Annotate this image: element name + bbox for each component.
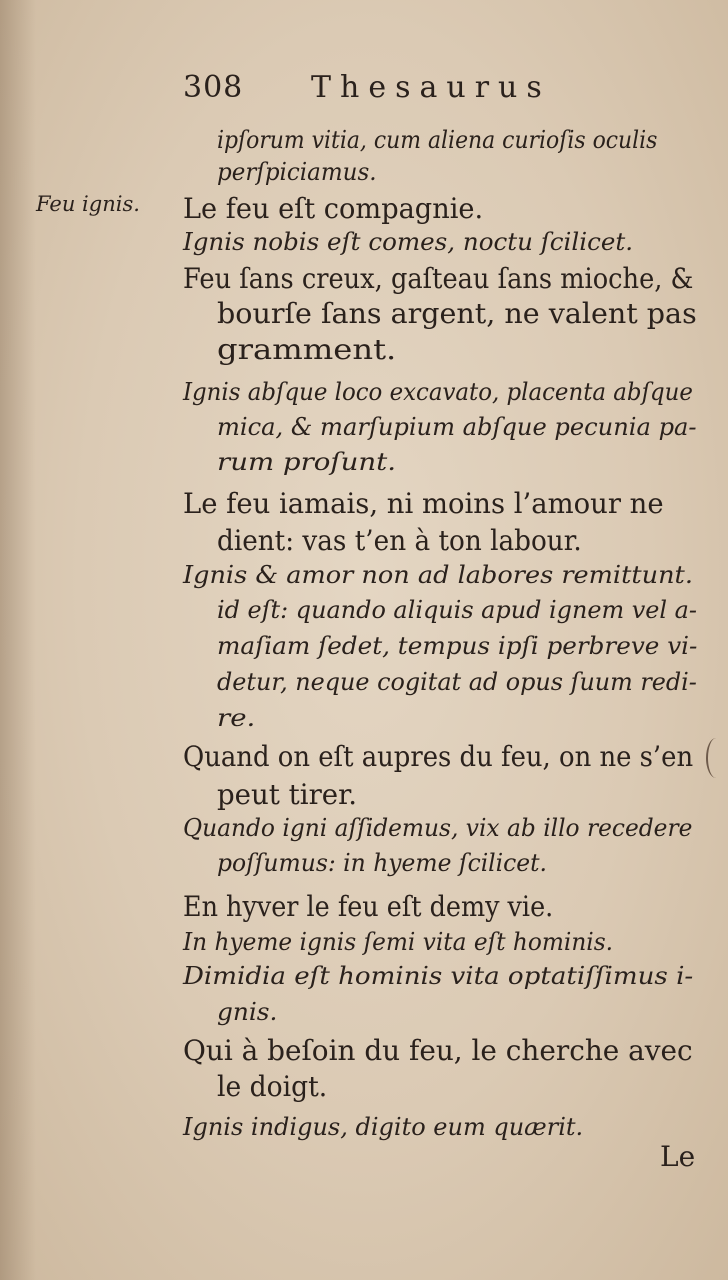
page-number: 308: [183, 70, 244, 105]
page-header: [183, 68, 623, 112]
catchword: Le: [660, 1140, 696, 1173]
text-line: Ignis & amor non ad labores remittunt.: [183, 561, 693, 589]
text-line: peut tirer.: [217, 778, 358, 811]
text-line: Ignis indigus, digito eum quærit.: [183, 1113, 584, 1141]
text-line: re.: [217, 704, 256, 732]
text-line: Qui à beſoin du feu, le cherche avec: [183, 1034, 693, 1067]
text-line: gramment.: [217, 333, 397, 366]
running-title: Thesaurus: [311, 70, 551, 105]
text-line: Feu ſans creux, gaſteau ſans mioche, &: [183, 262, 694, 295]
text-line: In hyeme ignis ſemi vita eſt hominis.: [183, 928, 614, 956]
text-line: bourſe ſans argent, ne valent pas: [217, 297, 697, 330]
text-line: Quando igni aſſidemus, vix ab illo recedere: [183, 814, 693, 842]
text-line: mica, & marſupium abſque pecunia pa-: [217, 413, 697, 441]
text-line: le doigt.: [217, 1070, 328, 1103]
text-line: maſiam ſedet, tempus ipſi perbreve vi-: [217, 632, 698, 660]
margin-note: Feu ignis.: [36, 192, 140, 216]
margin-stroke-mark: [706, 738, 726, 778]
text-line: Dimidia eſt hominis vita optatiſſimus i-: [183, 962, 694, 990]
text-line: dient: vas t’en à ton labour.: [217, 524, 582, 557]
text-line: Le feu iamais, ni moins l’amour ne: [183, 487, 664, 520]
text-line: poſſumus: in hyeme ſcilicet.: [217, 849, 548, 877]
text-line: gnis.: [217, 998, 278, 1026]
text-line: perſpiciamus.: [217, 158, 377, 186]
text-line: detur, neque cogitat ad opus ſuum redi-: [217, 668, 697, 696]
text-line: ipſorum vitia, cum aliena curioſis oculis: [217, 126, 658, 154]
text-line: Ignis abſque loco excavato, placenta abſque: [183, 378, 693, 406]
page-gutter-shadow: [0, 0, 36, 1280]
text-line: Quand on eſt aupres du feu, on ne s’en: [183, 740, 694, 773]
text-line: id eſt: quando aliquis apud ignem vel a-: [217, 596, 698, 624]
text-line: Le feu eſt compagnie.: [183, 192, 484, 225]
text-line: Ignis nobis eſt comes, noctu ſcilicet.: [183, 228, 634, 256]
text-line: En hyver le feu eſt demy vie.: [183, 890, 554, 923]
text-line: rum proſunt.: [217, 448, 397, 476]
